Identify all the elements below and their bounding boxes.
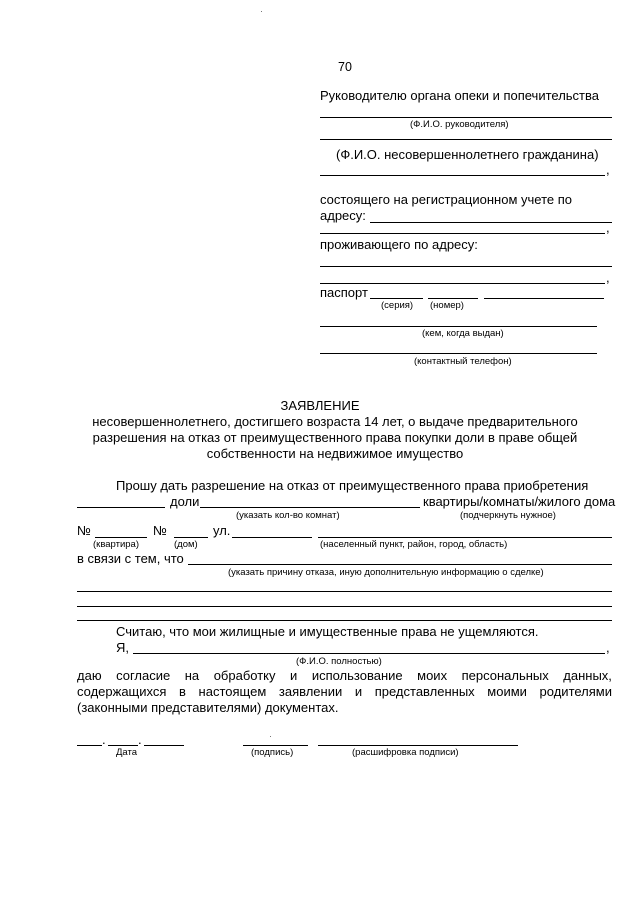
number-sign-1: № — [77, 523, 91, 538]
house-caption: (дом) — [174, 539, 198, 550]
scan-speck — [261, 11, 262, 12]
head-fio-line[interactable] — [320, 117, 612, 118]
i-word: Я, — [116, 640, 129, 655]
consent-line-2 — [77, 684, 612, 699]
share-size-line[interactable] — [77, 507, 165, 508]
residing-address-line[interactable] — [320, 266, 612, 267]
consent-line-3: (законными представителями) документах. — [77, 700, 339, 715]
registered-text-1: состоящего на регистрационном учете по — [320, 192, 572, 207]
date-caption: Дата — [116, 747, 138, 758]
reason-line[interactable] — [188, 564, 612, 565]
residing-address-line-2[interactable] — [320, 283, 605, 284]
apartment-line[interactable] — [95, 537, 147, 538]
passport-series-caption: (серия) — [381, 300, 414, 311]
consent-word: на — [184, 668, 200, 683]
passport-series-line[interactable] — [370, 298, 423, 299]
addressee-text: Руководителю органа опеки и попечительства — [320, 88, 599, 103]
consent-word: данных, — [563, 668, 612, 683]
full-fio-line[interactable] — [133, 653, 605, 654]
passport-number-line[interactable] — [428, 298, 478, 299]
title-line-3: собственности на недвижимое имущество — [206, 446, 464, 461]
reason-caption: (указать причину отказа, иную дополнительную информацию о сделке) — [228, 567, 544, 578]
signature-line[interactable] — [243, 745, 308, 746]
phone-line[interactable] — [320, 353, 597, 354]
phone-caption: (контактный телефон) — [414, 356, 512, 367]
registered-address-line-2[interactable] — [320, 233, 605, 234]
house-line[interactable] — [174, 537, 208, 538]
residing-text: проживающего по адресу: — [320, 237, 478, 252]
rooms-caption: (указать кол-во комнат) — [236, 510, 340, 521]
street-line[interactable] — [232, 537, 312, 538]
property-types: квартиры/комнаты/жилого дома — [423, 494, 616, 509]
rooms-count-line[interactable] — [200, 507, 420, 508]
passport-number-caption: (номер) — [430, 300, 464, 311]
minor-fio-caption: (Ф.И.О. несовершеннолетнего гражданина) — [336, 147, 599, 162]
registered-text-2: адресу: — [320, 208, 366, 223]
signature-decoding-caption: (расшифровка подписи) — [352, 747, 459, 758]
consent-word: представленных — [374, 684, 475, 699]
consent-line-1 — [77, 668, 612, 683]
consent-word: родителями — [539, 684, 612, 699]
consent-word: заявлении — [278, 684, 343, 699]
reason-line-2[interactable] — [77, 591, 612, 592]
rights-statement: Считаю, что мои жилищные и имущественные права не ущемляются. — [116, 624, 539, 639]
comma: , — [606, 220, 610, 235]
consent-word: использование — [311, 668, 403, 683]
date-separator: . — [138, 732, 142, 747]
passport-issued-line[interactable] — [320, 326, 597, 327]
consent-word: настоящем — [198, 684, 267, 699]
date-separator: . — [102, 732, 106, 747]
passport-label: паспорт — [320, 285, 368, 300]
consent-word: содержащихся — [77, 684, 167, 699]
page-number: 70 — [338, 60, 352, 74]
consent-word: даю — [77, 668, 102, 683]
minor-fio-line-top[interactable] — [320, 139, 612, 140]
head-fio-caption: (Ф.И.О. руководителя) — [410, 119, 509, 130]
locality-caption: (населенный пункт, район, город, область) — [320, 539, 508, 550]
consent-word: и — [354, 684, 363, 699]
apartment-caption: (квартира) — [93, 539, 140, 550]
consent-word: согласие — [116, 668, 171, 683]
consent-word: обработку — [213, 668, 276, 683]
document-heading: ЗАЯВЛЕНИЕ — [280, 398, 360, 413]
minor-fio-line[interactable] — [320, 175, 605, 176]
comma: , — [606, 270, 610, 285]
locality-line[interactable] — [318, 537, 612, 538]
signature-caption: (подпись) — [251, 747, 294, 758]
title-line-2: разрешения на отказ от преимущественного права покупки доли в праве общей — [92, 430, 578, 445]
date-day-line[interactable] — [77, 745, 102, 746]
date-month-line[interactable] — [108, 745, 138, 746]
consent-word: моих — [417, 668, 448, 683]
date-year-line[interactable] — [144, 745, 184, 746]
passport-issued-caption: (кем, когда выдан) — [422, 328, 504, 339]
consent-word: в — [179, 684, 186, 699]
scan-speck — [270, 736, 271, 737]
signature-decoding-line[interactable] — [318, 745, 518, 746]
passport-extra-line[interactable] — [484, 298, 604, 299]
reason-line-3[interactable] — [77, 606, 612, 607]
reason-line-4[interactable] — [77, 620, 612, 621]
title-line-1: несовершеннолетнего, достигшего возраста 14 лет, о выдаче предварительного — [92, 414, 578, 429]
consent-word: персональных — [461, 668, 549, 683]
registered-address-line[interactable] — [370, 222, 612, 223]
consent-word: моими — [487, 684, 527, 699]
street-label: ул. — [213, 523, 231, 538]
full-fio-caption: (Ф.И.О. полностью) — [296, 656, 382, 667]
underline-caption: (подчеркнуть нужное) — [460, 510, 556, 521]
consent-word: и — [290, 668, 298, 683]
number-sign-2: № — [153, 523, 167, 538]
comma: , — [606, 640, 610, 655]
request-text: Прошу дать разрешение на отказ от преимущественного права приобретения — [116, 478, 589, 493]
share-word: доли — [170, 494, 200, 509]
comma: , — [606, 162, 610, 177]
reason-prefix: в связи с тем, что — [77, 551, 184, 566]
